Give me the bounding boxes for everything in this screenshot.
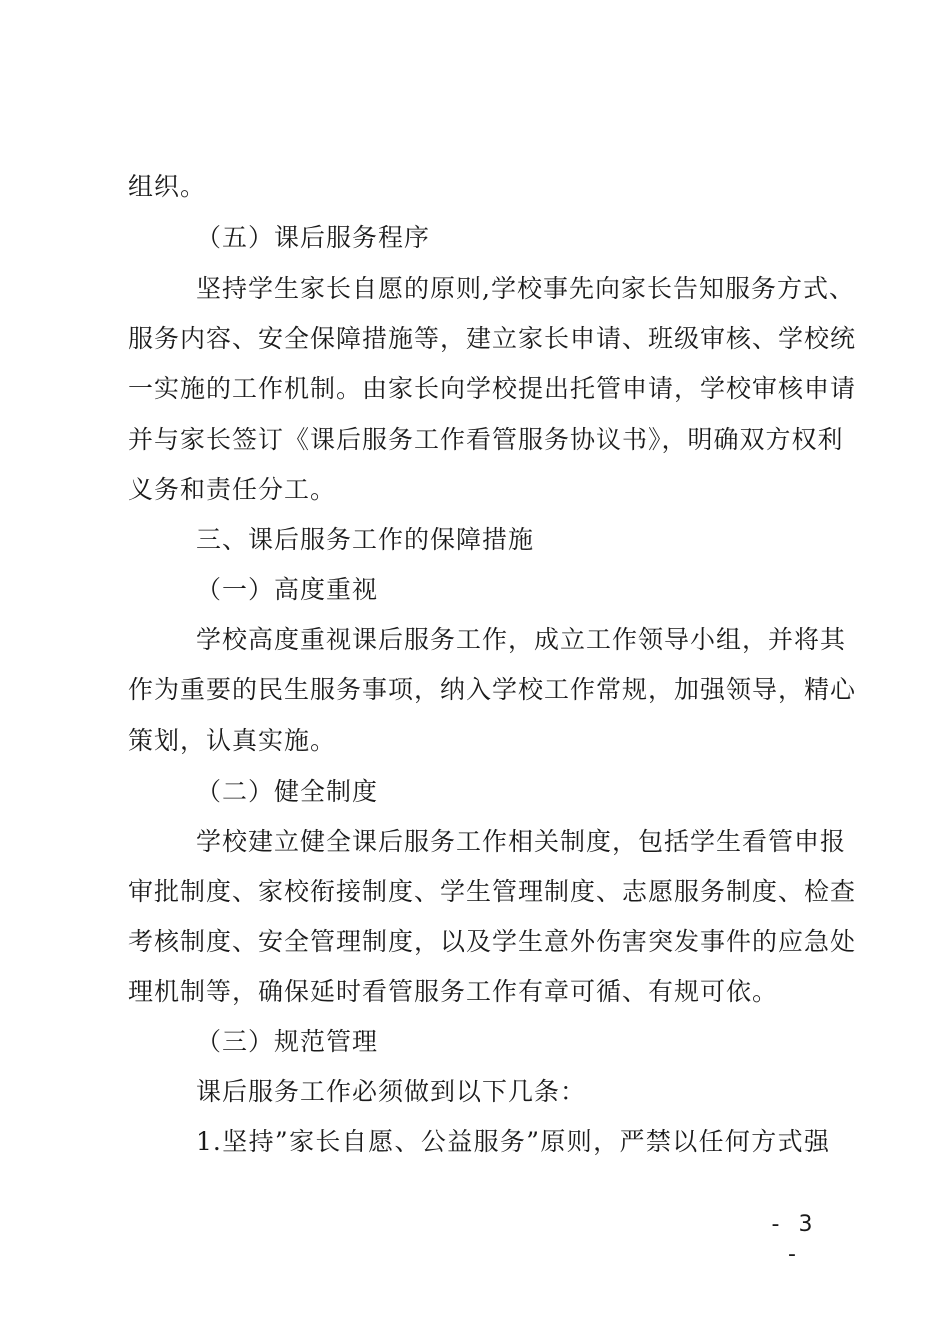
list-item: 1.坚持”家长自愿、公益服务”原则，严禁以任何方式强 xyxy=(196,1127,830,1156)
chapter-heading: 三、课后服务工作的保障措施 xyxy=(196,525,535,554)
paragraph-line: 课后服务工作必须做到以下几条： xyxy=(196,1077,587,1106)
page-number: - 3 - xyxy=(771,1212,819,1267)
paragraph-line: 并与家长签订《课后服务工作看管服务协议书》，明确双方权利 xyxy=(128,425,844,454)
paragraph-line: 作为重要的民生服务事项，纳入学校工作常规，加强领导，精心 xyxy=(128,675,857,704)
paragraph-line: 义务和责任分工。 xyxy=(128,475,337,504)
paragraph-line: 坚持学生家长自愿的原则,学校事先向家长告知服务方式、 xyxy=(196,274,855,303)
paragraph-line: 学校高度重视课后服务工作，成立工作领导小组，并将其 xyxy=(196,625,847,654)
paragraph-line: 组织。 xyxy=(128,172,207,201)
section-heading: （三）规范管理 xyxy=(196,1027,379,1056)
paragraph-line: 策划，认真实施。 xyxy=(128,726,337,755)
paragraph-line: 理机制等，确保延时看管服务工作有章可循、有规可依。 xyxy=(128,977,779,1006)
paragraph-line: 服务内容、安全保障措施等，建立家长申请、班级审核、学校统 xyxy=(128,324,857,353)
section-heading: （二）健全制度 xyxy=(196,777,379,806)
paragraph-line: 考核制度、安全管理制度，以及学生意外伤害突发事件的应急处 xyxy=(128,927,857,956)
section-heading: （五）课后服务程序 xyxy=(196,223,431,252)
paragraph-line: 一实施的工作机制。由家长向学校提出托管申请，学校审核申请 xyxy=(128,374,857,403)
section-heading: （一）高度重视 xyxy=(196,575,379,604)
paragraph-line: 审批制度、家校衔接制度、学生管理制度、志愿服务制度、检查 xyxy=(128,877,857,906)
paragraph-line: 学校建立健全课后服务工作相关制度，包括学生看管申报 xyxy=(196,827,847,856)
